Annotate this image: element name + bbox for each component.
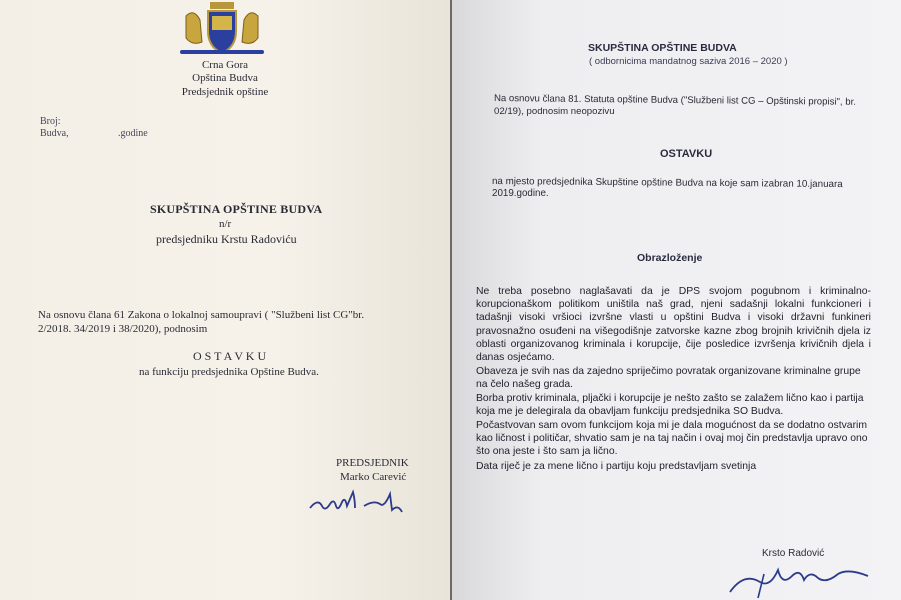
header-office: Predsjednik opštine [181,86,269,98]
body-paragraph-1: Ne treba posebno naglašavati da je DPS svojom pogubnom i kriminalno-korupcionaškom politikom uništila naš grad, njeni sadašnji lokalni funkcioneri i tadašnji visoki vršioci izvršne vlasti u opštini Budva i visoki državni funkineri pravosnažno osuđeni na višegodišnje zatvorske kazne zbog brojnih krivičnih djela iz oblasti organizovanog kriminala i korupcije, čije posledice izvršenja krivičnih djela i danas osjećamo. [476,286,871,364]
recipient-name: SKUPŠTINA OPŠTINE BUDVA [150,202,323,216]
reasoning-heading: Obrazloženje [637,252,703,264]
resignation-title: O S T A V K U [193,349,267,363]
right-letter-page [452,0,901,600]
recipient-person: predsjedniku Krstu Radoviću [156,232,297,246]
ref-date: .godine [118,128,148,139]
ref-place: Budva, [40,128,69,139]
body-paragraph-5: Data riječ je za mene lično i partiju koju predstavljam svetinja [476,461,757,472]
recipient-attn: n/r [219,218,232,230]
body-paragraph-2: Obaveza je svih nas da zajedno spriječimo povratak organizovane kriminalne grupe na čelo našeg grada. [476,366,861,391]
body-paragraph-4: Počastvovan sam ovom funkcijom koja mi je dala mogućnost da se dodatno ostvarim kao ličnost i političar, shvatio sam je na taj način i ovaj moj čin predstavlja upravo ono što ona jeste i što sam ja lično. [476,420,868,458]
right-resignation-title: OSTAVKU [660,148,713,160]
right-basis-line-1: Na osnovu člana 81. Statuta opštine Budva ("Službeni list CG – Opštinski propisi", br. [493,93,857,108]
right-position-line-2: 2019.godine. [492,188,549,199]
coat-of-arms-icon [176,2,268,58]
resignation-subject: na funkciju predsjednika Opštine Budva. [139,366,319,378]
right-header-title: SKUPŠTINA OPŠTINE BUDVA [588,42,737,54]
ref-number: Broj: [40,116,61,127]
right-basis-line-2: 02/19), podnosim neopozivu [494,106,615,117]
signatory-name: Marko Carević [340,471,407,483]
handwritten-signature-right [724,562,884,600]
body-paragraph-3: Borba protiv kriminala, pljački i korupcije je nešto zašto se zalažem lično kao i partija koja me je delegirala da obavljam funkciju predsjednika SO Budva. [476,393,864,418]
right-header-subtitle: ( odbornicima mandatnog saziva 2016 – 2020 ) [589,56,788,67]
basis-line-1: Na osnovu člana 61 Zakona o lokalnoj samoupravi ( "Službeni list CG"br. [38,309,365,321]
left-letter-page [0,0,450,600]
right-signatory-name: Krsto Radović [762,548,825,559]
header-country: Crna Gora [201,59,249,71]
right-position-line-1: na mjesto predsjednika Skupštine opštine Budva na koje sam izabran 10.januara [491,176,843,191]
header-municipality: Opština Budva [192,72,258,84]
signatory-role: PREDSJEDNIK [336,457,409,469]
handwritten-signature [306,486,416,520]
basis-line-2: 2/2018. 34/2019 i 38/2020), podnosim [38,323,208,335]
